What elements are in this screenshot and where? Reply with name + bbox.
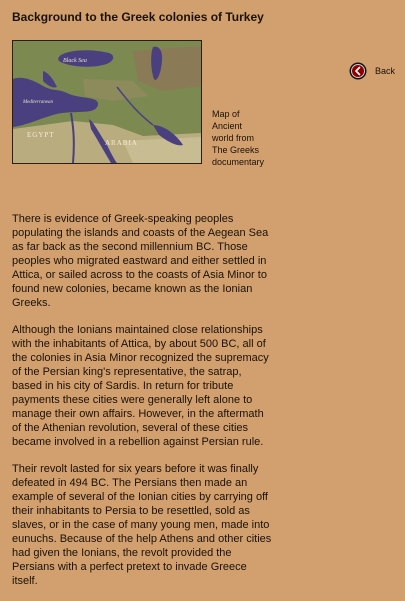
map-caption-line: Map of xyxy=(212,109,240,119)
paragraph: Their revolt lasted for six years before it was finally defeated in 494 BC. The Persians then made an example of several of the Ionian cities by carrying off their inhabitants to Persia to be resettled, sold as slaves, or in the case of many young men, made into eunuchs. Because of the help Athens and other cities had given the Ionians, the revolt provided the Persians with a perfect pretext to invade Greece itself. xyxy=(12,463,272,587)
page-title: Background to the Greek colonies of Turkey xyxy=(12,10,264,24)
article-body xyxy=(12,212,274,601)
back-arrow-icon[interactable] xyxy=(349,62,367,80)
back-button[interactable] xyxy=(349,62,395,80)
map-caption-line: documentary xyxy=(212,157,265,167)
map-label-black-sea: Black Sea xyxy=(63,58,87,64)
map-caption-line: The Greeks xyxy=(212,145,260,155)
map-caption xyxy=(212,108,284,168)
paragraph: Although the Ionians maintained close relationships with the inhabitants of Attica, by about 500 BC, all of the colonies in Asia Minor recognized the supremacy of the Persian king's representative, the satrap, based in his city of Sardis. In return for tribute payments these cities were generally left alone to manage their own affairs. However, in the aftermath of the Athenian revolution, several of these cities became involved in a rebellion against Persian rule. xyxy=(12,324,269,448)
map-image xyxy=(13,41,201,163)
map-label-egypt: EGYPT xyxy=(27,131,55,139)
map-label-arabia: ARABIA xyxy=(105,139,138,147)
paragraph: There is evidence of Greek-speaking peoples populating the islands and coasts of the Aegean Sea as far back as the second millennium BC. Those peoples who migrated eastward and either settled in Attica, or sailed across to the coasts of Asia Minor to found new colonies, became known as the Ionian Greeks. xyxy=(12,213,269,309)
map-caption-line: world from xyxy=(212,133,255,143)
map-caption-line: Ancient xyxy=(212,121,243,131)
map-label-mediterranean: Mediterranean xyxy=(23,100,53,105)
ancient-world-map xyxy=(12,40,202,164)
back-label[interactable]: Back xyxy=(375,66,396,76)
